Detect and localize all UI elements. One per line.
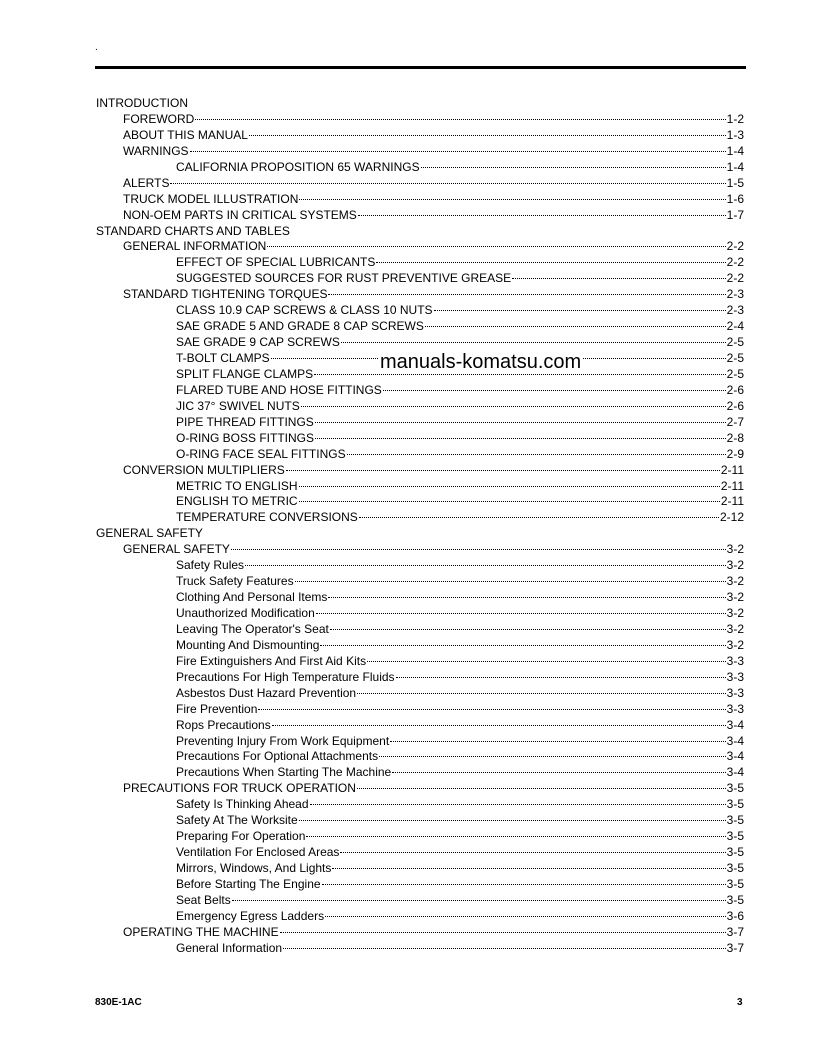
toc-entry-title: T-BOLT CLAMPS [176,351,270,365]
toc-entry-title: CALIFORNIA PROPOSITION 65 WARNINGS [176,159,420,174]
toc-entry-page: 1-5 [726,175,744,190]
dot-leader [315,422,726,423]
toc-entry-page: 2-2 [726,271,744,286]
toc-entry[interactable] [96,606,744,622]
toc-entry-page: 3-5 [726,876,744,891]
toc-entry-page: 3-7 [726,924,744,939]
toc-entry-page: 2-6 [726,398,744,413]
toc-entry-page: 3-5 [726,845,744,860]
toc-entry-page: 3-6 [726,908,744,923]
toc-entry[interactable] [96,861,744,877]
toc-entry-page: 2-2 [726,239,744,254]
toc-entry-page: 2-11 [720,462,744,477]
dot-leader [299,486,720,487]
toc-entry-title: SPLIT FLANGE CLAMPS [176,366,314,381]
toc-entry-title: ENGLISH TO METRIC [176,494,298,509]
toc-entry-title: GENERAL SAFETY [123,542,230,557]
toc-entry-page: 3-7 [726,940,744,955]
toc-entry[interactable] [96,749,744,765]
watermark: manuals-komatsu.com [380,351,582,373]
dot-leader [322,884,726,885]
dot-leader [390,741,725,742]
dot-leader [367,661,726,662]
dot-leader [328,597,725,598]
toc-entry-title: ALERTS [123,175,170,190]
dot-leader [330,629,726,630]
dot-leader [341,342,726,343]
toc-entry[interactable] [96,558,744,574]
toc-entry[interactable] [96,160,744,176]
toc-entry[interactable] [96,431,744,447]
toc-entry-page: 2-4 [726,319,744,334]
toc-entry[interactable] [96,909,744,925]
toc-entry-title: Unauthorized Modification [176,606,315,620]
toc-entry[interactable] [96,925,744,941]
dot-leader [358,215,726,216]
toc-entry[interactable] [96,510,744,526]
toc-entry-page: 2-5 [726,351,744,365]
toc-entry[interactable] [96,702,744,718]
dot-leader [340,852,725,853]
toc-entry-title: Preparing For Operation [176,829,306,844]
toc-entry-title: METRIC TO ENGLISH [176,478,298,493]
toc-entry-page: 3-2 [726,542,744,557]
toc-entry-title: Before Starting The Engine [176,876,321,891]
toc-entry-page: 2-12 [719,510,744,525]
toc-entry-title: Mounting And Dismounting [176,637,320,652]
toc-entry-page: 3-2 [726,637,744,652]
toc-entry[interactable] [96,765,744,781]
toc-entry-page: 3-2 [726,558,744,573]
header-rule [95,66,746,69]
toc-entry[interactable] [96,638,744,654]
toc-entry[interactable] [96,574,744,590]
toc-entry[interactable] [96,415,744,431]
toc-entry-title: Emergency Egress Ladders [176,908,325,923]
toc-entry-title: ABOUT THIS MANUAL [123,127,248,142]
toc-entry[interactable] [96,112,744,128]
toc-entry-page: 2-11 [720,494,744,509]
dot-leader [359,517,719,518]
dot-leader [320,645,725,646]
toc-entry-page: 3-2 [726,621,744,636]
dot-leader [310,804,726,805]
toc-entry-title: JIC 37° SWIVEL NUTS [176,398,300,413]
toc-entry-page: 1-4 [726,159,744,174]
dot-leader [299,820,726,821]
toc-entry[interactable] [96,893,744,909]
toc-entry-title: Fire Prevention [176,701,258,716]
dot-leader [301,406,726,407]
toc-entry[interactable] [96,877,744,893]
toc-entry-title: SAE GRADE 5 AND GRADE 8 CAP SCREWS [176,319,424,334]
toc-entry[interactable] [96,208,744,224]
dot-leader [357,693,726,694]
header-mark: . [95,42,98,53]
toc-entry[interactable] [96,654,744,670]
dot-leader [170,183,725,184]
toc-entry[interactable] [96,813,744,829]
toc-entry-page: 2-5 [726,335,744,350]
toc-entry-page: 3-4 [726,765,744,780]
dot-leader [357,788,726,789]
toc-entry[interactable] [96,542,744,558]
toc-entry-page: 3-5 [726,797,744,812]
footer-page-number: 3 [737,997,743,1008]
toc-entry-page: 3-5 [726,781,744,796]
toc-entry-title: CONVERSION MULTIPLIERS [123,462,285,477]
toc-entry-page: 3-3 [726,685,744,700]
dot-leader [231,549,726,550]
dot-leader [283,948,726,949]
toc-entry-page: 3-4 [726,717,744,732]
toc-entry-title: Ventilation For Enclosed Areas [176,845,340,860]
toc-entry[interactable] [96,718,744,734]
dot-leader [232,900,726,901]
toc-entry-title: STANDARD TIGHTENING TORQUES [123,287,328,302]
toc-entry-page: 2-7 [726,414,744,429]
footer-doc-id: 830E-1AC [95,997,142,1008]
toc-entry-title: SUGGESTED SOURCES FOR RUST PREVENTIVE GREASE [176,271,512,286]
toc-entry-title: Seat Belts [176,892,231,907]
toc-entry-title: Leaving The Operator's Seat [176,621,329,636]
toc-entry-page: 3-5 [726,829,744,844]
toc-entry-title: O-RING BOSS FITTINGS [176,430,315,445]
toc-entry-page: 3-2 [726,606,744,620]
toc-entry-page: 3-3 [726,701,744,716]
dot-leader [295,581,726,582]
toc-entry-title: FLARED TUBE AND HOSE FITTINGS [176,382,382,397]
toc-entry[interactable] [96,447,744,463]
toc-entry[interactable] [96,463,744,479]
dot-leader [392,772,725,773]
dot-leader [272,725,726,726]
dot-leader [421,167,726,168]
toc-entry[interactable] [96,271,744,287]
toc-entry-page: 3-2 [726,590,744,605]
toc-entry-title: Truck Safety Features [176,574,294,589]
dot-leader [258,709,725,710]
toc-entry-title: SAE GRADE 9 CAP SCREWS [176,335,340,350]
dot-leader [190,151,726,152]
toc-entry-page: 3-2 [726,574,744,589]
toc-entry-title: OPERATING THE MACHINE [123,924,279,939]
dot-leader [299,501,720,502]
toc-entry-title: Precautions When Starting The Machine [176,765,392,780]
toc-entry-title: Safety Is Thinking Ahead [176,797,309,812]
toc-entry-page: 2-8 [726,430,744,445]
toc-entry[interactable] [96,128,744,144]
toc-entry-page: 3-5 [726,813,744,828]
toc-entry-title: Safety At The Worksite [176,813,298,828]
toc-entry-page: 1-2 [726,111,744,126]
toc-entry[interactable] [96,319,744,335]
toc-entry-title: TRUCK MODEL ILLUSTRATION [123,191,299,206]
dot-leader [328,294,725,295]
dot-leader [512,278,725,279]
toc-entry-title: Rops Precautions [176,717,271,732]
toc-entry[interactable] [96,144,744,160]
dot-leader [299,199,725,200]
toc-entry-title: O-RING FACE SEAL FITTINGS [176,446,346,461]
toc-entry[interactable] [96,479,744,495]
toc-entry[interactable] [96,941,744,957]
toc-entry-title: TEMPERATURE CONVERSIONS [176,510,358,525]
toc-entry-page: 2-2 [726,255,744,270]
toc-entry-title: CLASS 10.9 CAP SCREWS & CLASS 10 NUTS [176,303,433,318]
toc-entry[interactable] [96,845,744,861]
toc-entry[interactable] [96,239,744,255]
dot-leader [332,868,725,869]
toc-entry[interactable] [96,303,744,319]
toc-entry-title: Precautions For High Temperature Fluids [176,669,395,684]
dot-leader [325,916,726,917]
dot-leader [249,135,726,136]
toc-entry-title: PIPE THREAD FITTINGS [176,414,314,429]
toc-section-heading [96,224,744,240]
toc-entry-page: 2-5 [726,366,744,381]
toc-entry[interactable] [96,192,744,208]
toc-entry[interactable] [96,335,744,351]
dot-leader [347,454,726,455]
toc-entry-page: 3-4 [726,749,744,764]
toc-entry[interactable] [96,176,744,192]
table-of-contents [96,96,744,957]
toc-entry-title: STANDARD CHARTS AND TABLES [96,223,290,238]
toc-entry-page: 3-4 [726,733,744,748]
toc-entry-title: Preventing Injury From Work Equipment [176,733,390,748]
toc-entry-title: GENERAL INFORMATION [123,239,267,254]
toc-entry-page: 2-3 [726,303,744,318]
toc-section-heading [96,526,744,542]
toc-entry-title: GENERAL SAFETY [96,526,203,541]
toc-entry-title: Asbestos Dust Hazard Prevention [176,685,357,700]
toc-entry-page: 3-3 [726,669,744,684]
toc-entry-title: PRECAUTIONS FOR TRUCK OPERATION [123,781,356,796]
toc-entry[interactable] [96,781,744,797]
toc-entry-page: 3-5 [726,861,744,875]
toc-entry[interactable] [96,399,744,415]
dot-leader [316,613,726,614]
toc-entry[interactable] [96,383,744,399]
toc-section-heading [96,96,744,112]
toc-entry-title: Mirrors, Windows, And Lights [176,861,332,875]
dot-leader [306,836,725,837]
dot-leader [245,565,726,566]
toc-entry-page: 3-5 [726,892,744,907]
dot-leader [396,677,726,678]
toc-entry-title: FOREWORD [123,111,195,126]
dot-leader [379,756,726,757]
toc-entry[interactable] [96,686,744,702]
dot-leader [425,326,726,327]
toc-entry-title: EFFECT OF SPECIAL LUBRICANTS [176,255,376,270]
toc-entry[interactable] [96,670,744,686]
toc-entry-page: 1-4 [726,143,744,158]
toc-entry[interactable] [96,622,744,638]
dot-leader [383,390,726,391]
toc-entry-title: Clothing And Personal Items [176,590,328,605]
toc-entry-page: 1-3 [726,127,744,142]
toc-entry-page: 2-9 [726,446,744,461]
toc-entry[interactable] [96,734,744,750]
toc-entry-title: NON-OEM PARTS IN CRITICAL SYSTEMS [123,207,357,222]
toc-entry-title: Precautions For Optional Attachments [176,749,379,764]
dot-leader [195,119,725,120]
toc-entry-page: 2-6 [726,382,744,397]
dot-leader [314,374,726,375]
toc-entry[interactable] [96,797,744,813]
toc-entry-title: Fire Extinguishers And First Aid Kits [176,653,367,668]
toc-entry-page: 2-3 [726,287,744,302]
toc-entry-title: Safety Rules [176,558,245,573]
toc-entry[interactable] [96,287,744,303]
toc-entry-page: 3-3 [726,653,744,668]
toc-entry[interactable] [96,590,744,606]
toc-entry[interactable] [96,829,744,845]
dot-leader [434,310,726,311]
toc-entry-page: 2-11 [720,478,744,493]
dot-leader [280,932,726,933]
toc-entry-title: WARNINGS [123,143,189,158]
toc-entry-title: INTRODUCTION [96,96,188,110]
toc-entry[interactable] [96,494,744,510]
toc-entry[interactable] [96,255,744,271]
dot-leader [315,438,726,439]
dot-leader [267,246,725,247]
dot-leader [286,470,720,471]
toc-entry-page: 1-6 [726,191,744,206]
toc-entry-page: 1-7 [726,207,744,222]
toc-entry-title: General Information [176,940,283,955]
dot-leader [376,262,725,263]
